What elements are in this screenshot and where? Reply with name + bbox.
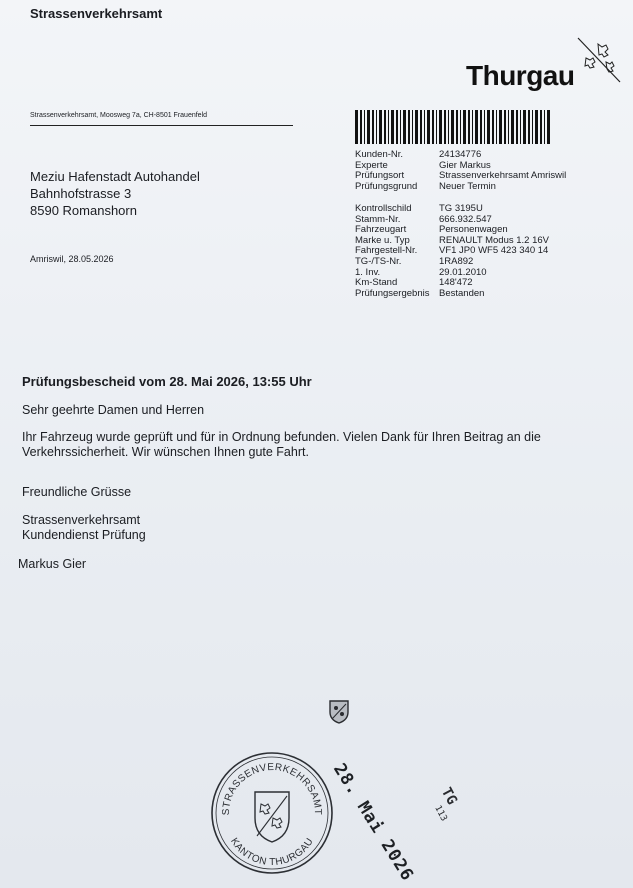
barcode-bar: [496, 110, 497, 144]
barcode-bar: [516, 110, 518, 144]
barcode-bar: [367, 110, 370, 144]
recipient-address: [30, 168, 200, 219]
info-value: 1RA892: [439, 255, 474, 267]
info-label: Km-Stand: [355, 277, 398, 289]
info-label: Prüfungsort: [355, 170, 405, 182]
info-block-vehicle: [355, 204, 549, 299]
barcode-bar: [424, 110, 425, 144]
signer-name: Markus Gier: [18, 557, 87, 571]
letter-subject: Prüfungsbescheid vom 28. Mai 2026, 13:55 Uhr: [22, 374, 312, 389]
barcode-bar: [472, 110, 473, 144]
info-label: Prüfungsgrund: [355, 180, 418, 192]
barcode-bar: [484, 110, 485, 144]
letter-body-line: Ihr Fahrzeug wurde geprüft und für in Ordnung befunden. Vielen Dank für Ihren Beitrag an die: [22, 430, 541, 444]
recipient-street: Bahnhofstrasse 3: [30, 186, 132, 201]
letter-body: [22, 430, 612, 460]
barcode-bar: [448, 110, 449, 144]
info-value: Gier Markus: [439, 159, 491, 171]
brand-wordmark: Thurgau: [466, 60, 575, 91]
barcode-bar: [360, 110, 362, 144]
barcode-bar: [463, 110, 466, 144]
barcode-bar: [499, 110, 502, 144]
signature-office: Strassenverkehrsamt: [22, 513, 141, 527]
barcode-bar: [487, 110, 490, 144]
barcode-bar: [492, 110, 494, 144]
letter-body-line: Verkehrssicherheit. Wir wünschen Ihnen gute Fahrt.: [22, 445, 309, 459]
sender-divider: [30, 125, 293, 126]
round-office-stamp: [207, 748, 337, 878]
info-value: 24134776: [439, 149, 482, 160]
round-stamp-crest-icon: [255, 792, 289, 842]
info-row: [355, 289, 549, 300]
recipient-city: 8590 Romanshorn: [30, 203, 137, 218]
barcode-bar: [451, 110, 454, 144]
info-row: [355, 150, 566, 161]
barcode-bar: [415, 110, 418, 144]
small-crest-stamp-icon: [328, 698, 350, 724]
info-label: Fahrgestell-Nr.: [355, 245, 418, 257]
canton-lion-crest-icon: [574, 36, 622, 84]
barcode-bar: [520, 110, 521, 144]
barcode-bar: [544, 110, 545, 144]
info-label: Kunden-Nr.: [355, 149, 404, 160]
place-date: Amriswil, 28.05.2026: [30, 254, 114, 264]
info-value: TG 3195U: [439, 203, 483, 214]
barcode-bar: [508, 110, 509, 144]
barcode-bar: [444, 110, 446, 144]
info-row: [355, 204, 549, 215]
barcode-bar: [439, 110, 442, 144]
barcode: [355, 110, 551, 144]
barcode-bar: [523, 110, 526, 144]
barcode-bar: [535, 110, 538, 144]
info-value: Personenwagen: [439, 224, 508, 236]
info-value: 148'472: [439, 277, 473, 289]
barcode-bar: [408, 110, 410, 144]
barcode-bar: [480, 110, 482, 144]
signature-block: [22, 513, 146, 543]
barcode-bar: [456, 110, 458, 144]
barcode-bar: [396, 110, 398, 144]
office-name: Strassenverkehrsamt: [30, 6, 163, 21]
info-value: Strassenverkehrsamt Amriswil: [439, 170, 567, 182]
barcode-bar: [391, 110, 394, 144]
barcode-bar: [420, 110, 422, 144]
stamp-number: 113: [432, 804, 449, 824]
barcode-bar: [547, 110, 550, 144]
barcode-bar: [468, 110, 470, 144]
barcode-bar: [379, 110, 382, 144]
info-value: RENAULT Modus 1.2 16V: [439, 234, 550, 246]
info-block-customer: [355, 150, 566, 192]
info-label: 1. Inv.: [355, 266, 381, 278]
barcode-bar: [540, 110, 542, 144]
barcode-bar: [364, 110, 365, 144]
barcode-bar: [532, 110, 533, 144]
barcode-bar: [403, 110, 406, 144]
info-label: Kontrollschild: [355, 203, 412, 214]
stamp-canton-code: TG: [437, 785, 460, 808]
barcode-bar: [475, 110, 478, 144]
info-label: Stamm-Nr.: [355, 213, 401, 225]
info-label: TG-/TS-Nr.: [355, 255, 402, 267]
info-value: VF1 JP0 WF5 423 340 14: [439, 245, 549, 257]
info-label: Experte: [355, 159, 388, 171]
barcode-bar: [460, 110, 461, 144]
barcode-bar: [436, 110, 437, 144]
recipient-name: Meziu Hafenstadt Autohandel: [30, 169, 200, 184]
signature-department: Kundendienst Prüfung: [22, 528, 146, 542]
barcode-bar: [427, 110, 430, 144]
info-value: Neuer Termin: [439, 180, 496, 192]
barcode-bar: [384, 110, 386, 144]
sender-address-line: Strassenverkehrsamt, Moosweg 7a, CH-8501 Frauenfeld: [30, 112, 208, 119]
letter-greeting: Sehr geehrte Damen und Herren: [22, 403, 205, 417]
barcode-bar: [388, 110, 389, 144]
date-stamp: 28. Mai 2026: [329, 760, 418, 885]
barcode-bar: [504, 110, 506, 144]
barcode-bar: [432, 110, 434, 144]
info-label: Marke u. Typ: [355, 234, 410, 246]
info-value: 666.932.547: [439, 213, 492, 225]
info-row: [355, 182, 566, 193]
barcode-bar: [376, 110, 377, 144]
info-row: [355, 257, 549, 268]
barcode-bar: [355, 110, 358, 144]
barcode-bar: [511, 110, 514, 144]
info-value: 29.01.2010: [439, 266, 487, 278]
info-label: Prüfungsergebnis: [355, 287, 430, 299]
info-value: Bestanden: [439, 287, 485, 299]
barcode-bar: [528, 110, 530, 144]
round-stamp-top-text: STRASSENVERKEHRSAMT: [220, 761, 324, 816]
barcode-bar: [372, 110, 374, 144]
round-stamp-bottom-text: KANTON THURGAU: [228, 836, 316, 869]
svg-text:KANTON THURGAU: [228, 836, 316, 868]
letter-closing: Freundliche Grüsse: [22, 485, 132, 499]
barcode-bar: [400, 110, 401, 144]
barcode-bar: [412, 110, 413, 144]
info-label: Fahrzeugart: [355, 224, 407, 236]
